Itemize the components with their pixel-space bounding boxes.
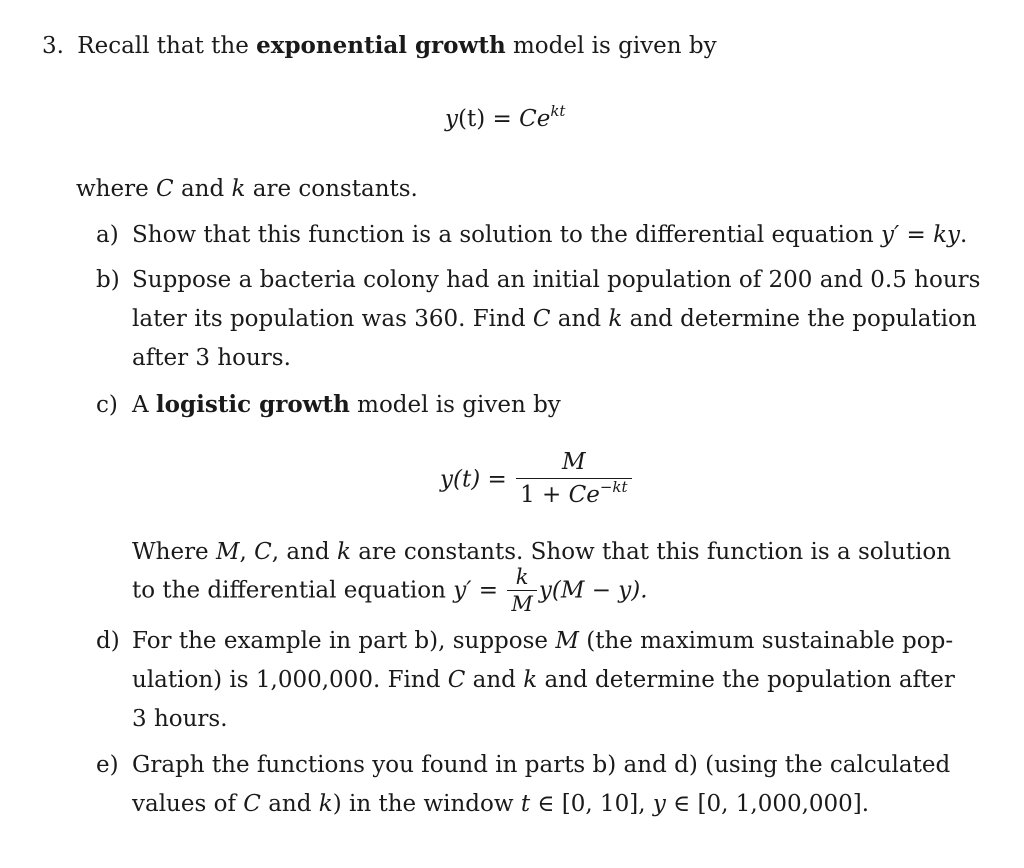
part-c-comma1: , [239,539,255,565]
where-pre: where [76,176,157,202]
part-e-k: k [318,791,333,817]
logistic-den-pre: 1 + [520,482,569,508]
part-e-C: C [243,791,261,817]
part-e-label: e) [96,752,119,778]
part-b-label: b) [96,267,120,293]
part-d-M: M [555,628,579,654]
part-c-line2-pre: to the differential equation [132,577,454,604]
part-d-line1 [132,626,953,656]
where-C: C [156,176,174,202]
logistic-denominator [516,479,631,511]
part-c-intro [132,390,561,420]
eq1-C: C [519,106,537,132]
part-e-line2 [132,789,869,819]
part-b-C: C [532,306,551,332]
part-c-label: c) [96,392,118,418]
part-c-bold: logistic growth [155,391,350,418]
eq1-e: e [536,106,551,132]
part-a-text [132,220,967,250]
where-mid: and [173,176,232,202]
part-c-comma2: , and [271,539,337,565]
part-c-C: C [254,539,272,565]
part-b-line3: after 3 hours. [132,345,291,371]
part-c-post: model is given by [349,392,561,418]
intro-text [77,33,716,59]
part-c-line1 [132,537,951,567]
eq1-exponent: kt [550,102,566,120]
part-c-pre: A [132,392,156,418]
part-d-line2-post: and determine the population after [537,667,955,693]
part-b-line2 [132,304,977,334]
part-d-line2-pre: ulation) is 1,000,000. Find [132,667,448,693]
part-c-line1-post: are constants. Show that this function is a solution [350,539,952,565]
part-d-C: C [447,667,466,693]
part-b-k: k [608,306,623,332]
problem-number: 3. [42,33,64,59]
part-e-t: t [520,791,531,817]
logistic-den-exponent: −kt [599,478,628,496]
part-d-line1-post: (the maximum sustainable pop- [578,628,954,654]
part-c-eq-rhs: y(M − y). [538,577,648,604]
problem-intro [42,31,717,61]
intro-pre: Recall that the [77,33,257,59]
part-b-line1: Suppose a bacteria colony had an initial population of 200 and 0.5 hours [132,267,981,293]
part-c-line1-pre: Where [132,539,216,565]
intro-post: model is given by [505,33,717,59]
part-e-y-interval: ∈ [0, 1,000,000]. [665,791,870,817]
part-d-line2-mid: and [465,667,524,693]
part-e-line2-post: ) in the window [332,791,521,817]
part-a-equation: y′ = ky [880,222,961,248]
part-d-line1-pre: For the example in part b), suppose [132,628,556,654]
where-post: are constants. [245,176,418,202]
part-e-t-interval: ∈ [0, 10], [530,791,653,817]
part-e-line1: Graph the functions you found in parts b) and d) (using the calculated [132,752,951,778]
part-c-line2 [132,566,648,615]
part-c-frac-den: M [511,592,533,616]
part-e-line2-pre: values of [132,791,244,817]
where-line [76,174,418,204]
logistic-lhs: y(t) = [440,466,507,493]
part-d-line3: 3 hours. [132,706,228,732]
part-b-line2-pre: later its population was 360. Find [132,306,533,332]
part-d-k: k [523,667,538,693]
part-b-line2-mid: and [550,306,609,332]
part-a-body: Show that this function is a solution to the differential equation [132,222,881,248]
part-c-frac-num: k [507,566,537,591]
intro-bold: exponential growth [256,32,506,59]
equation-exponential [445,104,565,136]
logistic-numerator: M [516,448,631,479]
eq1-lhs-arg: (t) = [458,106,520,132]
equation-logistic [440,448,634,511]
part-e-y: y [652,791,666,817]
logistic-den-Ce: Ce [568,482,600,508]
part-e-line2-mid: and [260,791,319,817]
part-a-end: . [960,222,968,248]
eq1-lhs: y [445,106,458,132]
part-c-k-over-M [507,566,537,615]
part-b-line2-post: and determine the population [622,306,977,332]
part-d-label: d) [96,628,120,654]
part-d-line2 [132,665,955,695]
part-c-eq-lhs: y′ = [453,577,499,604]
part-c-k: k [336,539,351,565]
logistic-fraction [516,448,631,511]
part-c-M: M [215,539,240,565]
where-k: k [231,176,246,202]
part-a-label: a) [96,222,119,248]
